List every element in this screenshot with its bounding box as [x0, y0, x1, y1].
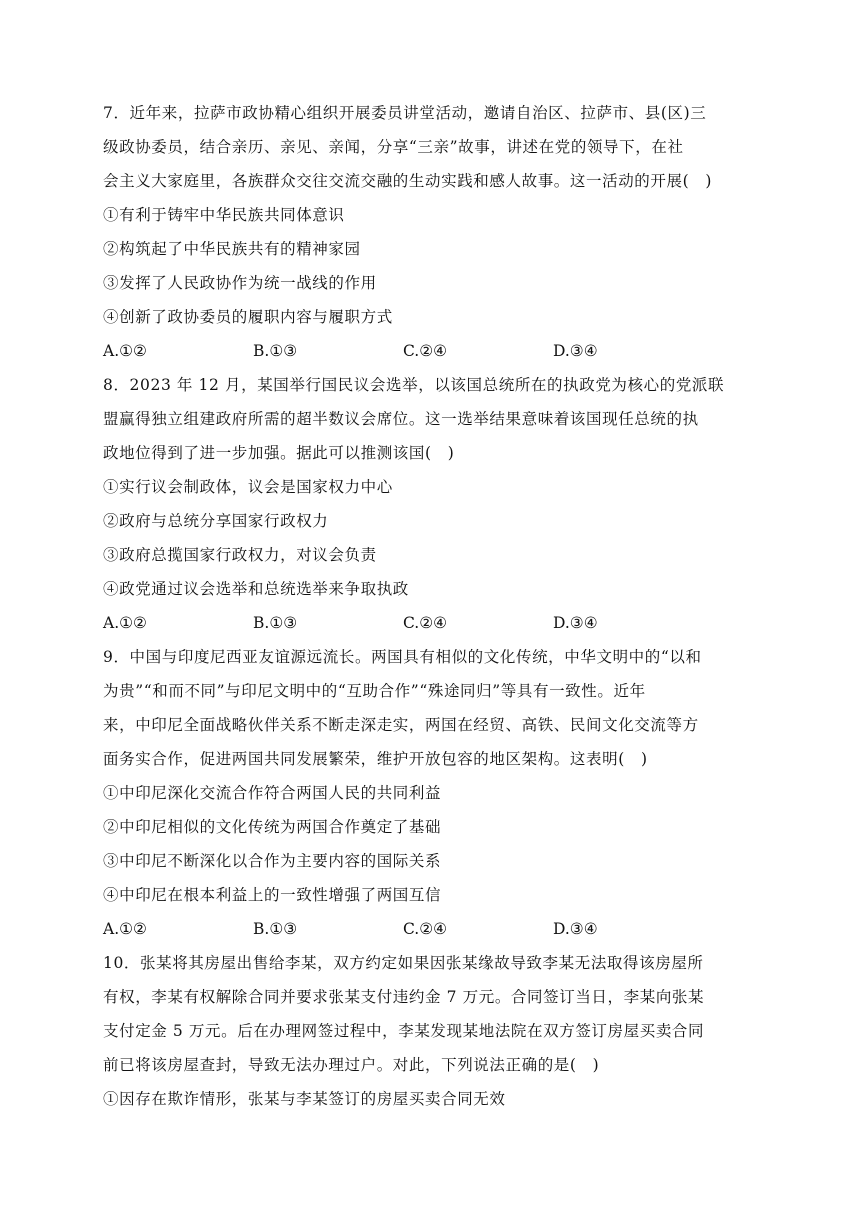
answer-options — [103, 334, 763, 368]
option-b: B.①③ — [253, 342, 298, 360]
statement: ③中印尼不断深化以合作为主要内容的国际关系 — [103, 852, 442, 870]
option-a: A.①② — [103, 342, 147, 360]
answer-options — [103, 606, 763, 640]
statement: ④政党通过议会选举和总统选举来争取执政 — [103, 580, 409, 598]
question-7 — [103, 96, 763, 368]
question-8 — [103, 368, 763, 640]
statement: ④中印尼在根本利益上的一致性增强了两国互信 — [103, 886, 442, 904]
question-stem-line: 9．中国与印度尼西亚友谊源远流长。两国具有相似的文化传统，中华文明中的“以和 — [103, 648, 702, 666]
question-stem-line: 前已将该房屋查封，导致无法办理过户。对此，下列说法正确的是( ) — [103, 1056, 600, 1074]
option-a: A.①② — [103, 614, 147, 632]
question-stem-line: 会主义大家庭里，各族群众交往交流交融的生动实践和感人故事。这一活动的开展( ) — [103, 172, 712, 190]
question-stem-line: 有权，李某有权解除合同并要求张某支付违约金 7 万元。合同签订当日，李某向张某 — [103, 988, 705, 1006]
statement: ①实行议会制政体，议会是国家权力中心 — [103, 478, 393, 496]
option-b: B.①③ — [253, 920, 298, 938]
option-c: C.②④ — [403, 614, 448, 632]
question-stem-line: 为贵”“和而不同”与印尼文明中的“互助合作”“殊途同归”等具有一致性。近年 — [103, 682, 646, 700]
answer-options — [103, 912, 763, 946]
option-d: D.③④ — [553, 614, 598, 632]
question-stem-line: 支付定金 5 万元。后在办理网签过程中，李某发现某地法院在双方签订房屋买卖合同 — [103, 1022, 705, 1040]
option-d: D.③④ — [553, 342, 598, 360]
option-c: C.②④ — [403, 920, 448, 938]
question-stem-line: 7．近年来，拉萨市政协精心组织开展委员讲堂活动，邀请自治区、拉萨市、县(区)三 — [103, 104, 707, 122]
question-stem-line: 政地位得到了进一步加强。据此可以推测该国( ) — [103, 444, 455, 462]
question-stem-line: 10．张某将其房屋出售给李某，双方约定如果因张某缘故导致李某无法取得该房屋所 — [103, 954, 704, 972]
question-stem-line: 来，中印尼全面战略伙伴关系不断走深走实，两国在经贸、高铁、民间文化交流等方 — [103, 716, 699, 734]
question-list — [103, 96, 763, 1116]
question-stem-line: 面务实合作，促进两国共同发展繁荣，维护开放包容的地区架构。这表明( ) — [103, 750, 648, 768]
statement: ②中印尼相似的文化传统为两国合作奠定了基础 — [103, 818, 442, 836]
statement: ①因存在欺诈情形，张某与李某签订的房屋买卖合同无效 — [103, 1090, 506, 1108]
statement: ①中印尼深化交流合作符合两国人民的共同利益 — [103, 784, 442, 802]
statement: ④创新了政协委员的履职内容与履职方式 — [103, 308, 393, 326]
statement: ②构筑起了中华民族共有的精神家园 — [103, 240, 361, 258]
option-b: B.①③ — [253, 614, 298, 632]
statement: ②政府与总统分享国家行政权力 — [103, 512, 329, 530]
statement: ③政府总揽国家行政权力，对议会负责 — [103, 546, 377, 564]
option-a: A.①② — [103, 920, 147, 938]
question-9 — [103, 640, 763, 946]
question-stem-line: 盟赢得独立组建政府所需的超半数议会席位。这一选举结果意味着该国现任总统的执 — [103, 410, 699, 428]
question-10 — [103, 946, 763, 1116]
option-d: D.③④ — [553, 920, 598, 938]
question-stem-line: 级政协委员，结合亲历、亲见、亲闻，分享“三亲”故事，讲述在党的领导下，在社 — [103, 138, 684, 156]
option-c: C.②④ — [403, 342, 448, 360]
question-stem-line: 8．2023 年 12 月，某国举行国民议会选举，以该国总统所在的执政党为核心的党派联 — [103, 376, 725, 394]
statement: ③发挥了人民政协作为统一战线的作用 — [103, 274, 377, 292]
statement: ①有利于铸牢中华民族共同体意识 — [103, 206, 345, 224]
